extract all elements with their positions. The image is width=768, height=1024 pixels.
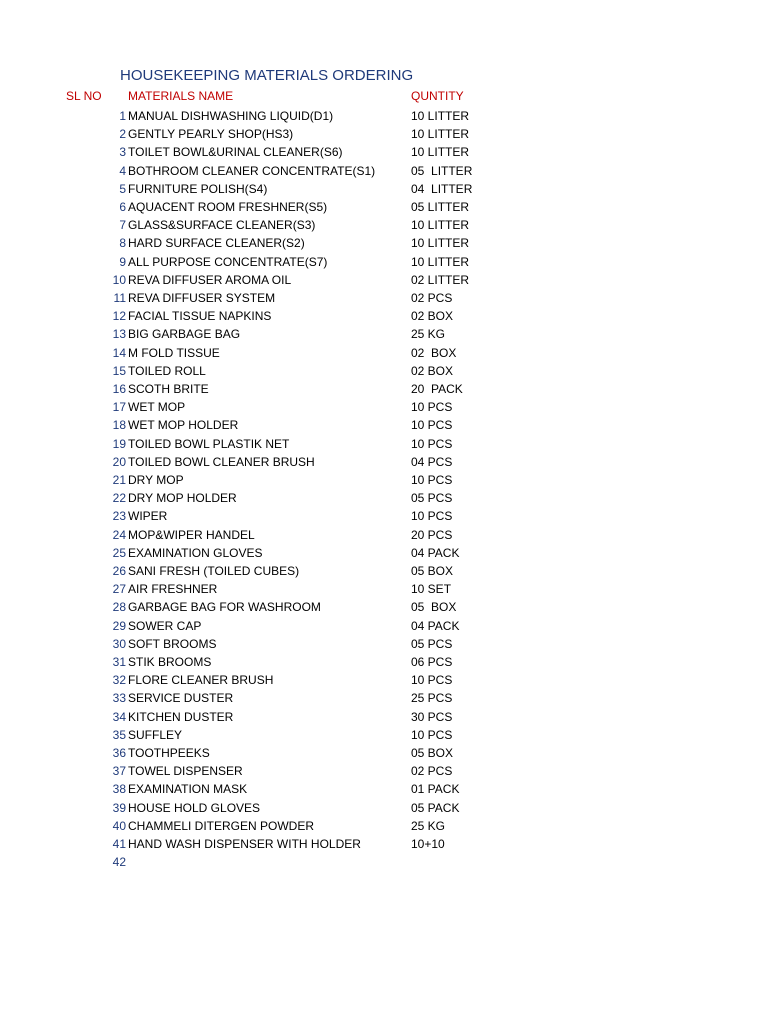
material-quantity: 05 PCS [411, 491, 453, 506]
table-row [0, 234, 768, 252]
material-name: HARD SURFACE CLEANER(S2) [128, 236, 305, 251]
row-number: 41 [112, 837, 126, 851]
material-name: HOUSE HOLD GLOVES [128, 800, 261, 815]
material-name: SUFFLEY [128, 727, 183, 742]
table-row [0, 726, 768, 744]
row-number: 37 [112, 764, 126, 779]
material-quantity: 10 LITTER [411, 127, 470, 142]
material-name: MOP&WIPER HANDEL [128, 527, 255, 542]
table-row [0, 180, 768, 198]
row-number: 25 [112, 545, 126, 560]
material-name: DRY MOP [128, 473, 184, 487]
table-row [0, 853, 768, 871]
table-row [0, 307, 768, 325]
row-number: 28 [112, 600, 126, 615]
table-row [0, 617, 768, 635]
row-number: 13 [112, 327, 126, 342]
material-name: TOILED ROLL [128, 363, 206, 378]
table-row [0, 398, 768, 416]
row-number: 38 [112, 782, 126, 797]
header-quantity: QUNTITY [411, 89, 464, 103]
row-number: 40 [112, 818, 126, 833]
row-number: 7 [119, 218, 126, 233]
table-row [0, 416, 768, 434]
row-number: 24 [112, 527, 126, 542]
material-quantity: 10 PCS [411, 673, 453, 688]
table-row [0, 744, 768, 762]
row-number: 36 [112, 746, 126, 760]
material-name: BOTHROOM CLEANER CONCENTRATE(S1) [128, 163, 376, 178]
material-quantity: 02 BOX [411, 363, 454, 378]
material-name: FLORE CLEANER BRUSH [128, 673, 274, 688]
material-quantity: 10 LITTER [411, 236, 470, 251]
row-number: 23 [112, 509, 126, 524]
material-quantity: 10 LITTER [411, 145, 470, 160]
material-quantity: 04 PACK [411, 618, 460, 633]
row-number: 15 [112, 363, 126, 378]
material-quantity: 25 KG [411, 327, 446, 342]
table-row [0, 198, 768, 216]
row-number: 16 [112, 382, 126, 396]
material-name: M FOLD TISSUE [128, 345, 220, 360]
table-row [0, 253, 768, 271]
material-name: SANI FRESH (TOILED CUBES) [128, 564, 300, 578]
material-name: EXAMINATION MASK [128, 782, 248, 797]
table-row [0, 453, 768, 471]
row-number: 5 [119, 181, 126, 196]
material-name: REVA DIFFUSER SYSTEM [128, 291, 276, 305]
table-row [0, 325, 768, 343]
material-quantity: 10 PCS [411, 418, 453, 433]
row-number: 19 [112, 436, 126, 451]
row-number: 33 [112, 691, 126, 706]
material-quantity: 10+10 [411, 837, 445, 851]
material-quantity: 10 LITTER [411, 109, 470, 123]
page-title: HOUSEKEEPING MATERIALS ORDERING [120, 67, 414, 84]
material-name: TOILED BOWL CLEANER BRUSH [128, 454, 315, 469]
material-quantity: 10 PCS [411, 436, 453, 451]
material-quantity: 06 PCS [411, 655, 453, 669]
header-sl-no: SL NO [66, 89, 102, 103]
row-number: 4 [119, 163, 126, 178]
table-row [0, 562, 768, 580]
table-row [0, 344, 768, 362]
table-row [0, 380, 768, 398]
material-quantity: 10 LITTER [411, 218, 470, 233]
material-name: ALL PURPOSE CONCENTRATE(S7) [128, 254, 328, 269]
row-number: 27 [112, 582, 126, 597]
material-quantity: 10 PCS [411, 727, 453, 742]
table-row [0, 216, 768, 234]
row-number: 14 [112, 345, 126, 360]
material-quantity: 05 PCS [411, 636, 453, 651]
header-materials-name: MATERIALS NAME [128, 89, 234, 103]
material-name: WIPER [128, 509, 168, 524]
table-row [0, 125, 768, 143]
row-number: 32 [112, 673, 126, 688]
material-name: SERVICE DUSTER [128, 691, 234, 706]
material-quantity: 10 PCS [411, 509, 453, 524]
material-quantity: 10 PCS [411, 400, 453, 415]
material-name: HAND WASH DISPENSER WITH HOLDER [128, 837, 361, 851]
table-row [0, 598, 768, 616]
material-quantity: 02 BOX [411, 345, 457, 360]
material-quantity: 20 PCS [411, 527, 453, 542]
material-name: REVA DIFFUSER AROMA OIL [128, 272, 292, 287]
table-row [0, 653, 768, 671]
row-number: 10 [112, 272, 126, 287]
material-name: SOFT BROOMS [128, 636, 217, 651]
material-name: FURNITURE POLISH(S4) [128, 181, 268, 196]
row-number: 31 [112, 655, 126, 669]
material-name: BIG GARBAGE BAG [128, 327, 241, 342]
table-row [0, 471, 768, 489]
material-quantity: 05 BOX [411, 564, 454, 578]
material-quantity: 01 PACK [411, 782, 460, 797]
material-name: TOOTHPEEKS [128, 746, 210, 760]
material-name: TOILET BOWL&URINAL CLEANER(S6) [128, 145, 343, 160]
material-name: GLASS&SURFACE CLEANER(S3) [128, 218, 316, 233]
table-row [0, 143, 768, 161]
material-quantity: 04 PCS [411, 454, 453, 469]
material-quantity: 25 KG [411, 818, 446, 833]
material-quantity: 05 LITTER [411, 200, 470, 214]
row-number: 21 [112, 473, 126, 487]
material-name: SOWER CAP [128, 618, 202, 633]
table-row [0, 289, 768, 307]
material-name: GENTLY PEARLY SHOP(HS3) [128, 127, 294, 142]
material-quantity: 05 LITTER [411, 163, 473, 178]
row-number: 39 [112, 800, 126, 815]
table-row [0, 526, 768, 544]
material-name: GARBAGE BAG FOR WASHROOM [128, 600, 321, 615]
material-name: TOWEL DISPENSER [128, 764, 243, 779]
row-number: 29 [112, 618, 126, 633]
material-quantity: 25 PCS [411, 691, 453, 706]
table-row [0, 762, 768, 780]
material-quantity: 20 PACK [411, 382, 463, 396]
material-name: AIR FRESHNER [128, 582, 218, 597]
material-quantity: 10 SET [411, 582, 452, 597]
row-number: 35 [112, 727, 126, 742]
material-quantity: 10 LITTER [411, 254, 470, 269]
row-number: 3 [119, 145, 126, 160]
row-number: 11 [113, 291, 126, 305]
material-quantity: 02 LITTER [411, 272, 470, 287]
table-row [0, 671, 768, 689]
material-quantity: 05 BOX [411, 600, 457, 615]
material-name: KITCHEN DUSTER [128, 709, 234, 724]
row-number: 42 [112, 855, 126, 870]
table-row [0, 708, 768, 726]
material-quantity: 30 PCS [411, 709, 453, 724]
material-name: SCOTH BRITE [128, 382, 209, 396]
table-row [0, 544, 768, 562]
material-name: AQUACENT ROOM FRESHNER(S5) [128, 200, 328, 214]
table-row [0, 635, 768, 653]
material-name: FACIAL TISSUE NAPKINS [128, 309, 272, 324]
table-row [0, 780, 768, 798]
row-number: 17 [112, 400, 126, 415]
table-row [0, 271, 768, 289]
material-quantity: 02 PCS [411, 764, 453, 779]
row-number: 18 [112, 418, 126, 433]
table-row [0, 362, 768, 380]
row-number: 2 [119, 127, 126, 142]
material-quantity: 02 BOX [411, 309, 454, 324]
row-number: 30 [112, 636, 126, 651]
row-number: 9 [119, 254, 126, 269]
row-number: 34 [112, 709, 126, 724]
table-row [0, 489, 768, 507]
table-row [0, 799, 768, 817]
table-row [0, 689, 768, 707]
row-number: 1 [119, 109, 126, 123]
material-quantity: 02 PCS [411, 291, 453, 305]
material-quantity: 05 PACK [411, 800, 460, 815]
material-name: TOILED BOWL PLASTIK NET [128, 436, 290, 451]
material-name: STIK BROOMS [128, 655, 212, 669]
row-number: 20 [112, 454, 126, 469]
row-number: 22 [112, 491, 126, 506]
material-quantity: 04 LITTER [411, 181, 473, 196]
table-row [0, 107, 768, 125]
table-row [0, 435, 768, 453]
row-number: 12 [112, 309, 126, 324]
material-name: WET MOP [128, 400, 186, 415]
material-name: WET MOP HOLDER [128, 418, 239, 433]
row-number: 6 [119, 200, 126, 214]
material-name: MANUAL DISHWASHING LIQUID(D1) [128, 109, 334, 123]
table-row [0, 507, 768, 525]
table-row [0, 162, 768, 180]
table-row [0, 580, 768, 598]
row-number: 26 [112, 564, 126, 578]
material-name: CHAMMELI DITERGEN POWDER [128, 818, 315, 833]
material-name: EXAMINATION GLOVES [128, 545, 263, 560]
material-quantity: 04 PACK [411, 545, 460, 560]
material-name: DRY MOP HOLDER [128, 491, 237, 506]
table-row [0, 835, 768, 853]
row-number: 8 [119, 236, 126, 251]
material-quantity: 05 BOX [411, 746, 454, 760]
table-row [0, 817, 768, 835]
material-quantity: 10 PCS [411, 473, 453, 487]
